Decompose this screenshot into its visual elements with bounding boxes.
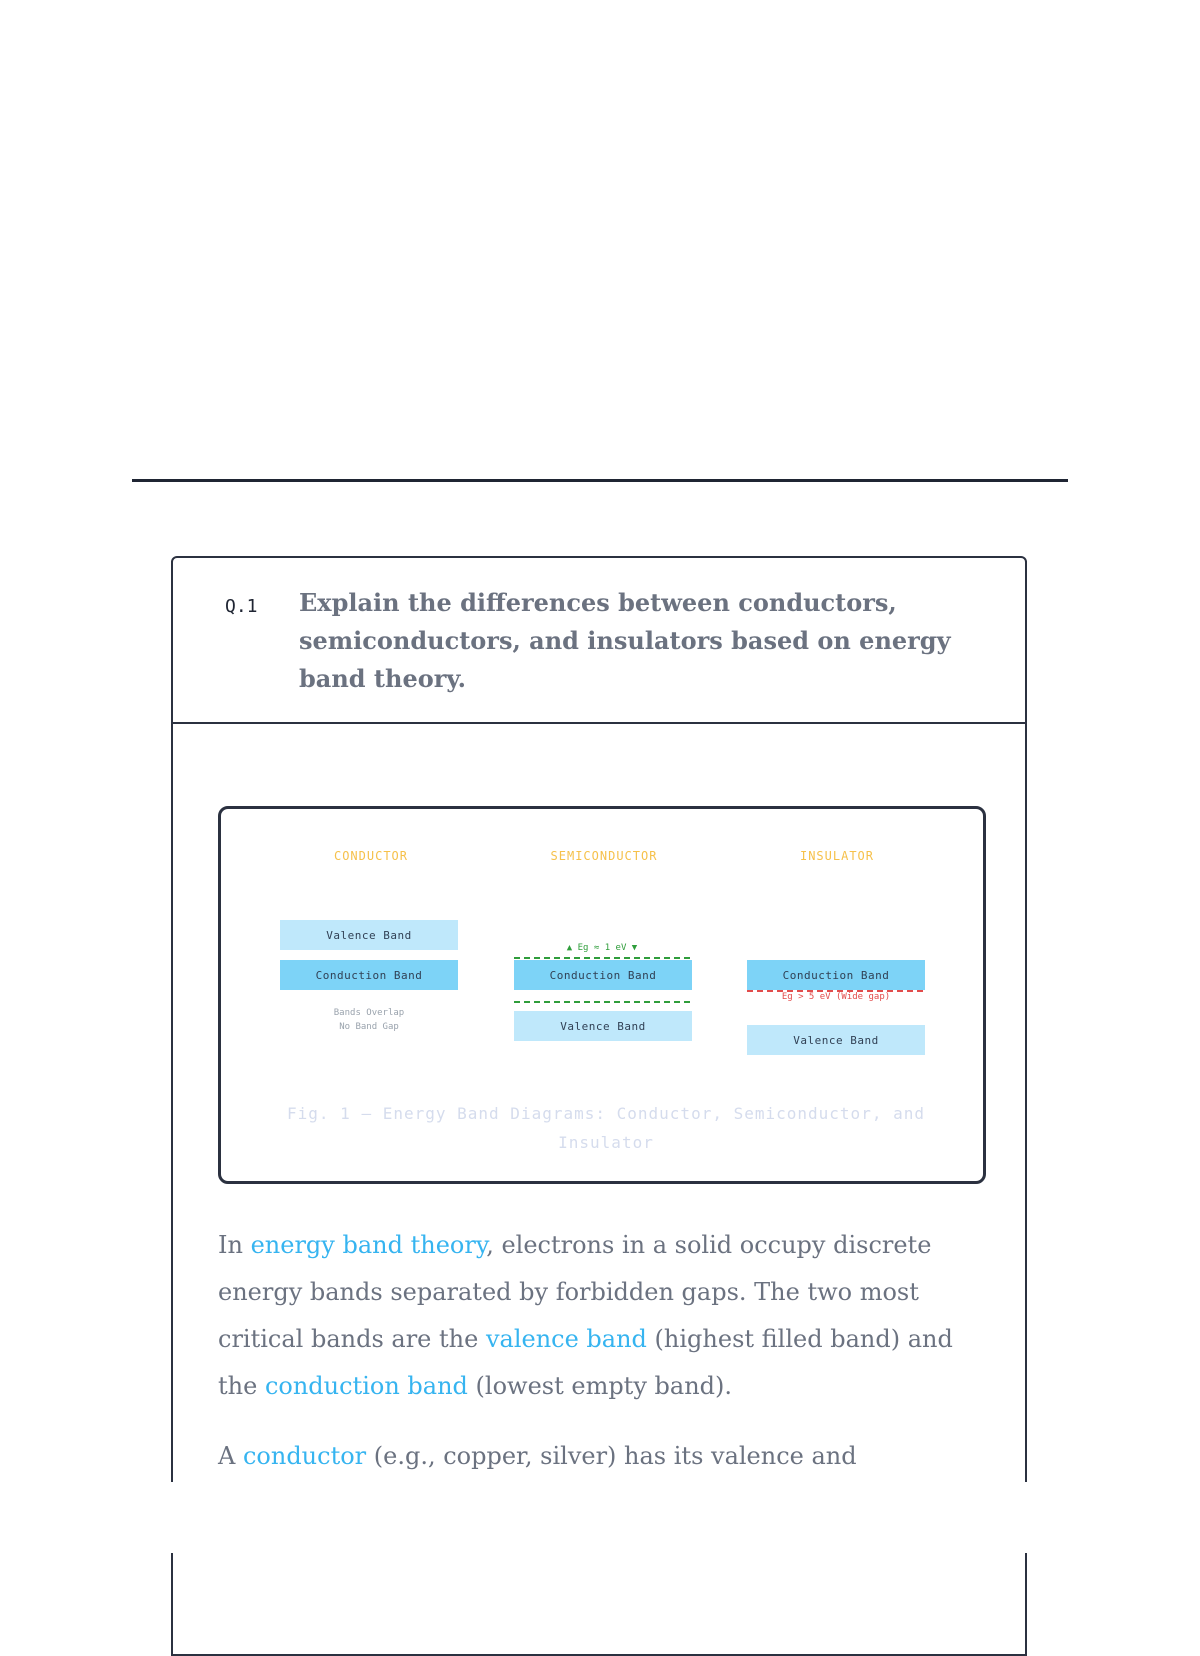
- conductor-valence-band: Valence Band: [280, 920, 458, 950]
- conductor-note-2: No Band Gap: [339, 1022, 399, 1032]
- semiconductor-valence-band: Valence Band: [514, 1011, 692, 1041]
- term-conductor: conductor: [242, 1442, 367, 1470]
- paragraph-1-text-3: (highest filled band) and the: [218, 1325, 953, 1400]
- paragraph-2-text-2: (e.g., copper, silver) has its valence and: [366, 1442, 857, 1470]
- conductor-title: CONDUCTOR: [333, 849, 409, 863]
- paragraph-2: [218, 1433, 988, 1480]
- band-diagram-figure: [218, 806, 986, 1184]
- question-text: Explain the differences between conductors, semiconductors, and insulators based on energy band theory.: [299, 588, 951, 693]
- paragraph-1-text-2: , electrons in a solid occupy discrete energy bands separated by forbidden gaps. The two most critical bands are the: [218, 1231, 932, 1353]
- insulator-gap-label: Eg > 5 eV (Wide gap): [781, 992, 891, 1002]
- conductor-note-1: Bands Overlap: [333, 1008, 405, 1018]
- page-bottom-margin: [0, 1482, 1200, 1553]
- semiconductor-gap-line-bottom: [514, 1001, 690, 1003]
- insulator-conduction-band: Conduction Band: [747, 960, 925, 990]
- top-rule: [132, 479, 1068, 482]
- paragraph-1-text-1: In: [218, 1231, 251, 1259]
- semiconductor-title: SEMICONDUCTOR: [550, 849, 658, 863]
- figure-caption: Fig. 1 – Energy Band Diagrams: Conductor, Semiconductor, and Insulator: [287, 1104, 925, 1152]
- insulator-title: INSULATOR: [799, 849, 875, 863]
- question-number: Q.1: [225, 596, 258, 617]
- semiconductor-conduction-band: Conduction Band: [514, 960, 692, 990]
- paragraph-2-text-1: A: [218, 1442, 243, 1470]
- insulator-valence-band: Valence Band: [747, 1025, 925, 1055]
- semiconductor-gap-line-top: [514, 957, 690, 959]
- term-energy-band-theory: energy band theory: [250, 1231, 487, 1259]
- term-conduction-band: conduction band: [264, 1372, 468, 1400]
- term-valence-band: valence band: [485, 1325, 647, 1353]
- conductor-conduction-band: Conduction Band: [280, 960, 458, 990]
- paragraph-1: [218, 1222, 988, 1410]
- paragraph-1-text-4: (lowest empty band).: [467, 1372, 732, 1400]
- question-header: [173, 558, 1025, 724]
- semiconductor-gap-label: ▲ Eg ≈ 1 eV ▼: [566, 943, 638, 953]
